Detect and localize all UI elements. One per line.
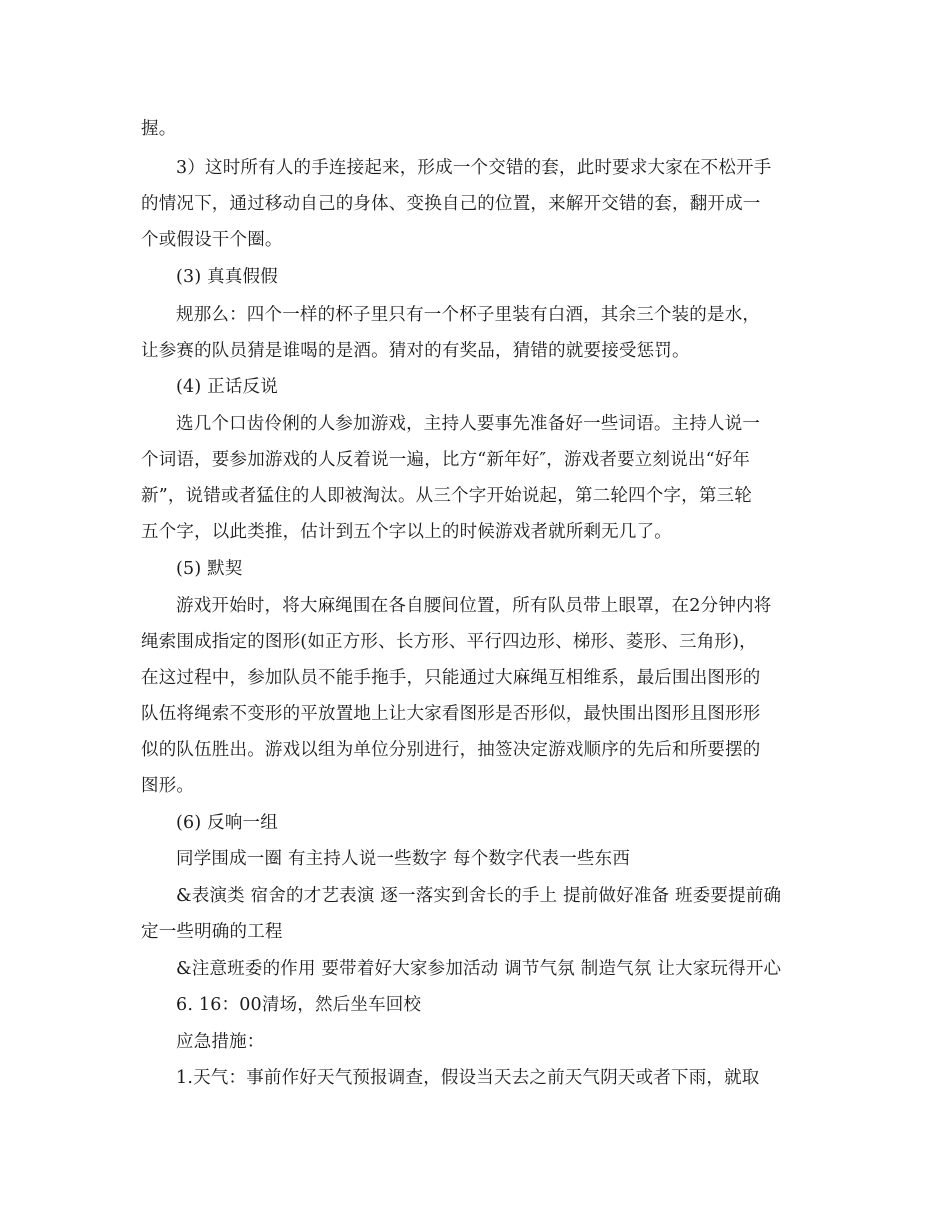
section-heading: (5) 默契 bbox=[176, 559, 243, 579]
text-line: 1.天气：事前作好天气预报调查，假设当天去之前天气阴天或者下雨，就取 bbox=[176, 1068, 760, 1088]
text-line: 选几个口齿伶俐的人参加游戏，主持人要事先准备好一些词语。主持人说一 bbox=[176, 414, 761, 434]
text-line: 同学围成一圈 有主持人说一些数字 每个数字代表一些东西 bbox=[176, 849, 631, 869]
text-line: 定一些明确的工程 bbox=[141, 922, 283, 942]
section-heading: (6) 反响一组 bbox=[176, 813, 278, 833]
text-line: &表演类 宿舍的才艺表演 逐一落实到舍长的手上 提前做好准备 班委要提前确 bbox=[176, 886, 782, 906]
text-line: 游戏开始时，将大麻绳围在各自腰间位置，所有队员带上眼罩，在2分钟内将 bbox=[176, 596, 772, 616]
text-line: 新”，说错或者猛住的人即被淘汰。从三个字开始说起，第二轮四个字，第三轮 bbox=[141, 486, 752, 506]
text-line: 握。 bbox=[141, 119, 177, 139]
text-line: &注意班委的作用 要带着好大家参加活动 调节气氛 制造气氛 让大家玩得开心 bbox=[176, 959, 782, 979]
text-line: 个或假设干个圈。 bbox=[141, 230, 283, 250]
section-heading: (3) 真真假假 bbox=[176, 267, 278, 287]
text-line: 规那么：四个一样的杯子里只有一个杯子里装有白酒，其余三个装的是水， bbox=[176, 305, 761, 325]
text-line: 让参赛的队员猜是谁喝的是酒。猜对的有奖品，猜错的就要接受惩罚。 bbox=[141, 341, 690, 361]
text-line: 3）这时所有人的手连接起来，形成一个交错的套，此时要求大家在不松开手 bbox=[176, 158, 772, 178]
text-line: 似的队伍胜出。游戏以组为单位分别进行，抽签决定游戏顺序的先后和所要摆的 bbox=[141, 740, 761, 760]
text-line: 五个字，以此类推，估计到五个字以上的时候游戏者就所剩无几了。 bbox=[141, 522, 672, 542]
text-line: 6. 16：00清场，然后坐车回校 bbox=[176, 995, 422, 1015]
text-line: 应急措施： bbox=[176, 1032, 265, 1052]
text-line: 的情况下，通过移动自己的身体、变换自己的位置，来解开交错的套，翻开成一 bbox=[141, 194, 761, 214]
text-line: 图形。 bbox=[141, 776, 195, 796]
text-line: 在这过程中，参加队员不能手拖手，只能通过大麻绳互相维系，最后围出图形的 bbox=[141, 668, 761, 688]
text-line: 队伍将绳索不变形的平放置地上让大家看图形是否形似，最快围出图形且图形形 bbox=[141, 704, 761, 724]
section-heading: (4) 正话反说 bbox=[176, 377, 278, 397]
text-line: 绳索围成指定的图形(如正方形、长方形、平行四边形、梯形、菱形、三角形)， bbox=[141, 632, 757, 652]
text-line: 个词语，要参加游戏的人反着说一遍，比方“新年好″，游戏者要立刻说出“好年 bbox=[141, 450, 751, 470]
